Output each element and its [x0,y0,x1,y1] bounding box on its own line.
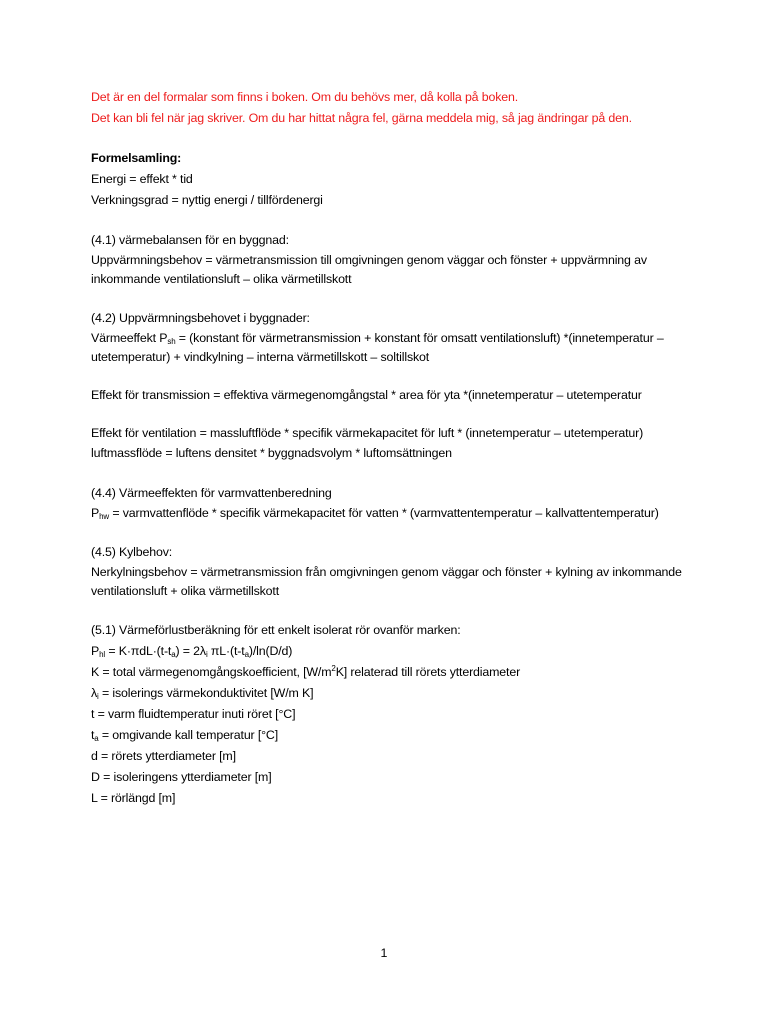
page-number: 1 [380,946,388,960]
section-4-2-heading: (4.2) Uppvärmningsbehovet i byggnader: [91,311,310,325]
section-4-5-heading: (4.5) Kylbehov: [91,545,173,559]
phl-expression-part-4: )/ln(D/d) [248,644,293,658]
luftmassflode-formula: luftmassflöde = luftens densitet * byggnadsvolym * luftomsättningen [91,446,452,460]
phl-formula [91,641,691,662]
phw-expression: = varmvattenflöde * specifik värmekapacitet för vatten * (varmvattentemperatur – kallvattentemperatur) [109,506,659,520]
section-4-1-heading: (4.1) värmebalansen för en byggnad: [91,233,289,247]
k-unit-superscript: 2 [331,664,336,673]
t-definition: t = varm fluidtemperatur inuti röret [°C] [91,707,296,721]
varmeeffekt-label: Värmeeffekt P [91,331,168,345]
varmeeffekt-expression: = (konstant för värmetransmission + konstant för omsatt ventilationsluft) *(innetemperatur – utetemperatur) + vindkylning – interna värmetillskott – soltillskot [91,331,664,364]
k-definition-rest: K] relaterad till rörets ytterdiameter [335,665,521,679]
document-body [91,87,691,809]
phl-lambda-subscript: i [205,650,208,659]
formelsamling-heading: Formelsamling: [91,151,182,165]
phw-symbol: P [91,506,100,520]
section-5-1-heading: (5.1) Värmeförlustberäkning för ett enkelt isolerat rör ovanför marken: [91,623,461,637]
lambda-definition-text: = isolerings värmekonduktivitet [W/m K] [98,686,314,700]
varmeeffekt-subscript: sh [167,337,176,346]
ta-definition [91,725,691,746]
k-definition [91,662,691,683]
phl-expression-part-1: = K·πdL·(t-t [105,644,172,658]
lambda-symbol: λ [91,686,98,700]
D-definition: D = isoleringens ytterdiameter [m] [91,770,272,784]
phl-expression-part-2: ) = 2λ [175,644,206,658]
phl-ta-subscript-1: a [171,650,176,659]
lambda-definition [91,683,691,704]
varmeeffekt-formula [91,329,691,367]
lambda-subscript: i [97,692,99,701]
phl-subscript: hl [99,650,106,659]
phw-subscript: hw [99,512,110,521]
nerkylningsbehov-formula: Nerkylningsbehov = värmetransmission från omgivningen genom väggar och fönster + kylning av inkommande ventilationsluft + olika värmetillskott [91,565,682,598]
section-4-4-heading: (4.4) Värmeeffekten för varmvattenberedning [91,486,332,500]
ta-definition-text: = omgivande kall temperatur [°C] [98,728,279,742]
phl-symbol: P [91,644,100,658]
verkningsgrad-formula: Verkningsgrad = nyttig energi / tillfördenergi [91,193,323,207]
intro-line-2: Det kan bli fel när jag skriver. Om du har hittat några fel, gärna meddela mig, så jag ändringar på den. [91,111,632,125]
phl-ta-subscript-2: a [244,650,249,659]
uppvarmningsbehov-formula: Uppvärmningsbehov = värmetransmission till omgivningen genom väggar och fönster + uppvärmning av inkommande ventilationsluft – olika värmetillskott [91,253,647,286]
transmission-formula: Effekt för transmission = effektiva värmegenomgångstal * area för yta *(innetemperatur – utetemperatur [91,388,642,402]
energi-formula: Energi = effekt * tid [91,172,193,186]
phl-expression-part-3: πL·(t-t [207,644,245,658]
L-definition: L = rörlängd [m] [91,791,176,805]
ta-subscript: a [94,734,99,743]
phw-formula [91,504,691,523]
k-definition-text: K = total värmegenomgångskoefficient, [W/m [91,665,332,679]
ventilation-formula: Effekt för ventilation = massluftflöde * specifik värmekapacitet för luft * (innetemperatur – utetemperatur) [91,426,644,440]
ta-symbol: t [91,728,95,742]
d-definition: d = rörets ytterdiameter [m] [91,749,236,763]
intro-line-1: Det är en del formalar som finns i boken. Om du behövs mer, då kolla på boken. [91,90,519,104]
